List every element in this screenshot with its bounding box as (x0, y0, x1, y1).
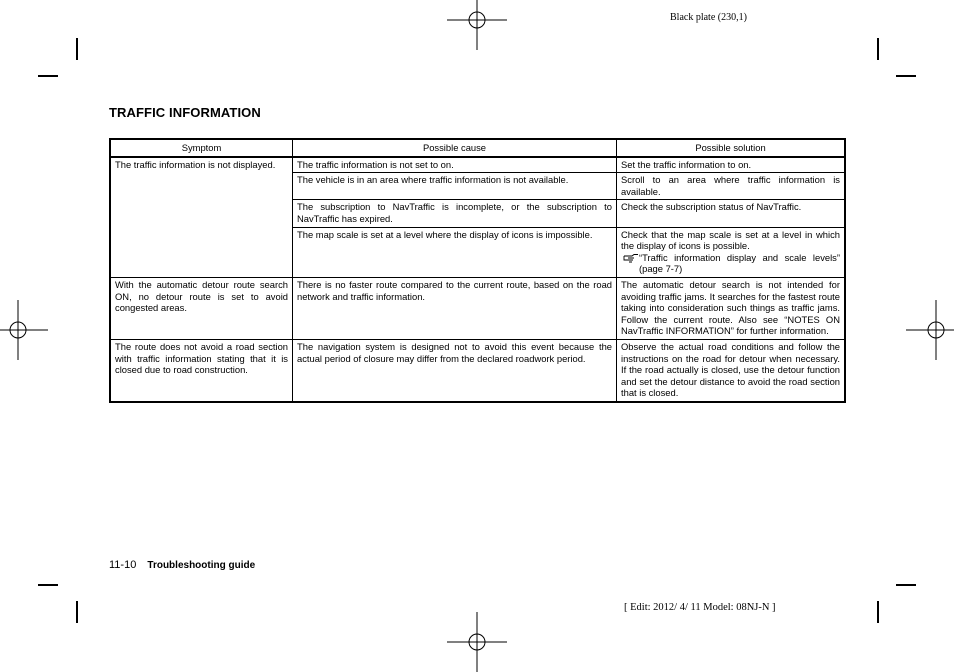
table-header-row (110, 139, 845, 157)
header-possible-cause: Possible cause (293, 139, 617, 157)
cause-cell: The traffic information is not set to on. (293, 157, 617, 173)
section-title: TRAFFIC INFORMATION (109, 105, 261, 120)
crop-mark-top-left-h (38, 75, 58, 77)
cause-cell: The navigation system is designed not to avoid this event because the actual period of closure may differ from the declared roadwork period. (293, 339, 617, 401)
table-row (110, 157, 845, 173)
solution-cell (617, 227, 846, 277)
troubleshooting-table (109, 138, 846, 403)
crop-mark-bottom-right-h (896, 584, 916, 586)
cause-cell: The vehicle is in an area where traffic information is not available. (293, 173, 617, 200)
plate-label: Black plate (230,1) (670, 12, 747, 23)
edit-info: [ Edit: 2012/ 4/ 11 Model: 08NJ-N ] (624, 602, 776, 613)
symptom-cell: The route does not avoid a road section with traffic information stating that it is closed due to road construction. (110, 339, 293, 401)
footer-section-name: Troubleshooting guide (147, 560, 256, 571)
registration-mark-right-icon (906, 300, 954, 360)
header-symptom: Symptom (110, 139, 293, 157)
registration-mark-bottom-icon (447, 612, 507, 672)
registration-mark-left-icon (0, 300, 48, 360)
pointing-hand-icon (623, 253, 639, 263)
symptom-cell: With the automatic detour route search ON, no detour route is set to avoid congested areas. (110, 277, 293, 339)
cause-cell: The map scale is set at a level where the display of icons is impossible. (293, 227, 617, 277)
cause-cell: The subscription to NavTraffic is incomplete, or the subscription to NavTraffic has expired. (293, 200, 617, 227)
cause-cell: There is no faster route compared to the current route, based on the road network and traffic information. (293, 277, 617, 339)
solution-cell: Check the subscription status of NavTraffic. (617, 200, 846, 227)
page-reference-text: “Traffic information display and scale levels” (page 7-7) (639, 251, 840, 275)
crop-mark-bottom-left-h (38, 584, 58, 586)
solution-cell: Set the traffic information to on. (617, 157, 846, 173)
crop-mark-top-right-h (896, 75, 916, 77)
crop-mark-bottom-left-v (76, 601, 78, 623)
crop-mark-top-left-v (76, 38, 78, 60)
solution-cell: The automatic detour search is not intended for avoiding traffic jams. It searches for the fastest route taking into consideration such things as traffic jams. Follow the current route. Also see “NOTES ON NavTraffic INFORMATION” for further information. (617, 277, 846, 339)
page-reference[interactable] (621, 252, 840, 275)
table-row (110, 277, 845, 339)
table-row (110, 339, 845, 401)
crop-mark-top-right-v (877, 38, 879, 60)
page-number: 11-10 (109, 559, 137, 571)
page-footer (109, 559, 255, 571)
crop-mark-bottom-right-v (877, 601, 879, 623)
solution-text: Check that the map scale is set at a level in which the display of icons is possible. (621, 228, 840, 252)
symptom-cell: The traffic information is not displayed. (110, 157, 293, 278)
solution-cell: Observe the actual road conditions and follow the instructions on the road for detour when necessary. If the road actually is closed, use the detour function and set the detour distance to avoid the road section that is closed. (617, 339, 846, 401)
solution-cell: Scroll to an area where traffic information is available. (617, 173, 846, 200)
header-possible-solution: Possible solution (617, 139, 846, 157)
registration-mark-top-icon (447, 0, 507, 50)
